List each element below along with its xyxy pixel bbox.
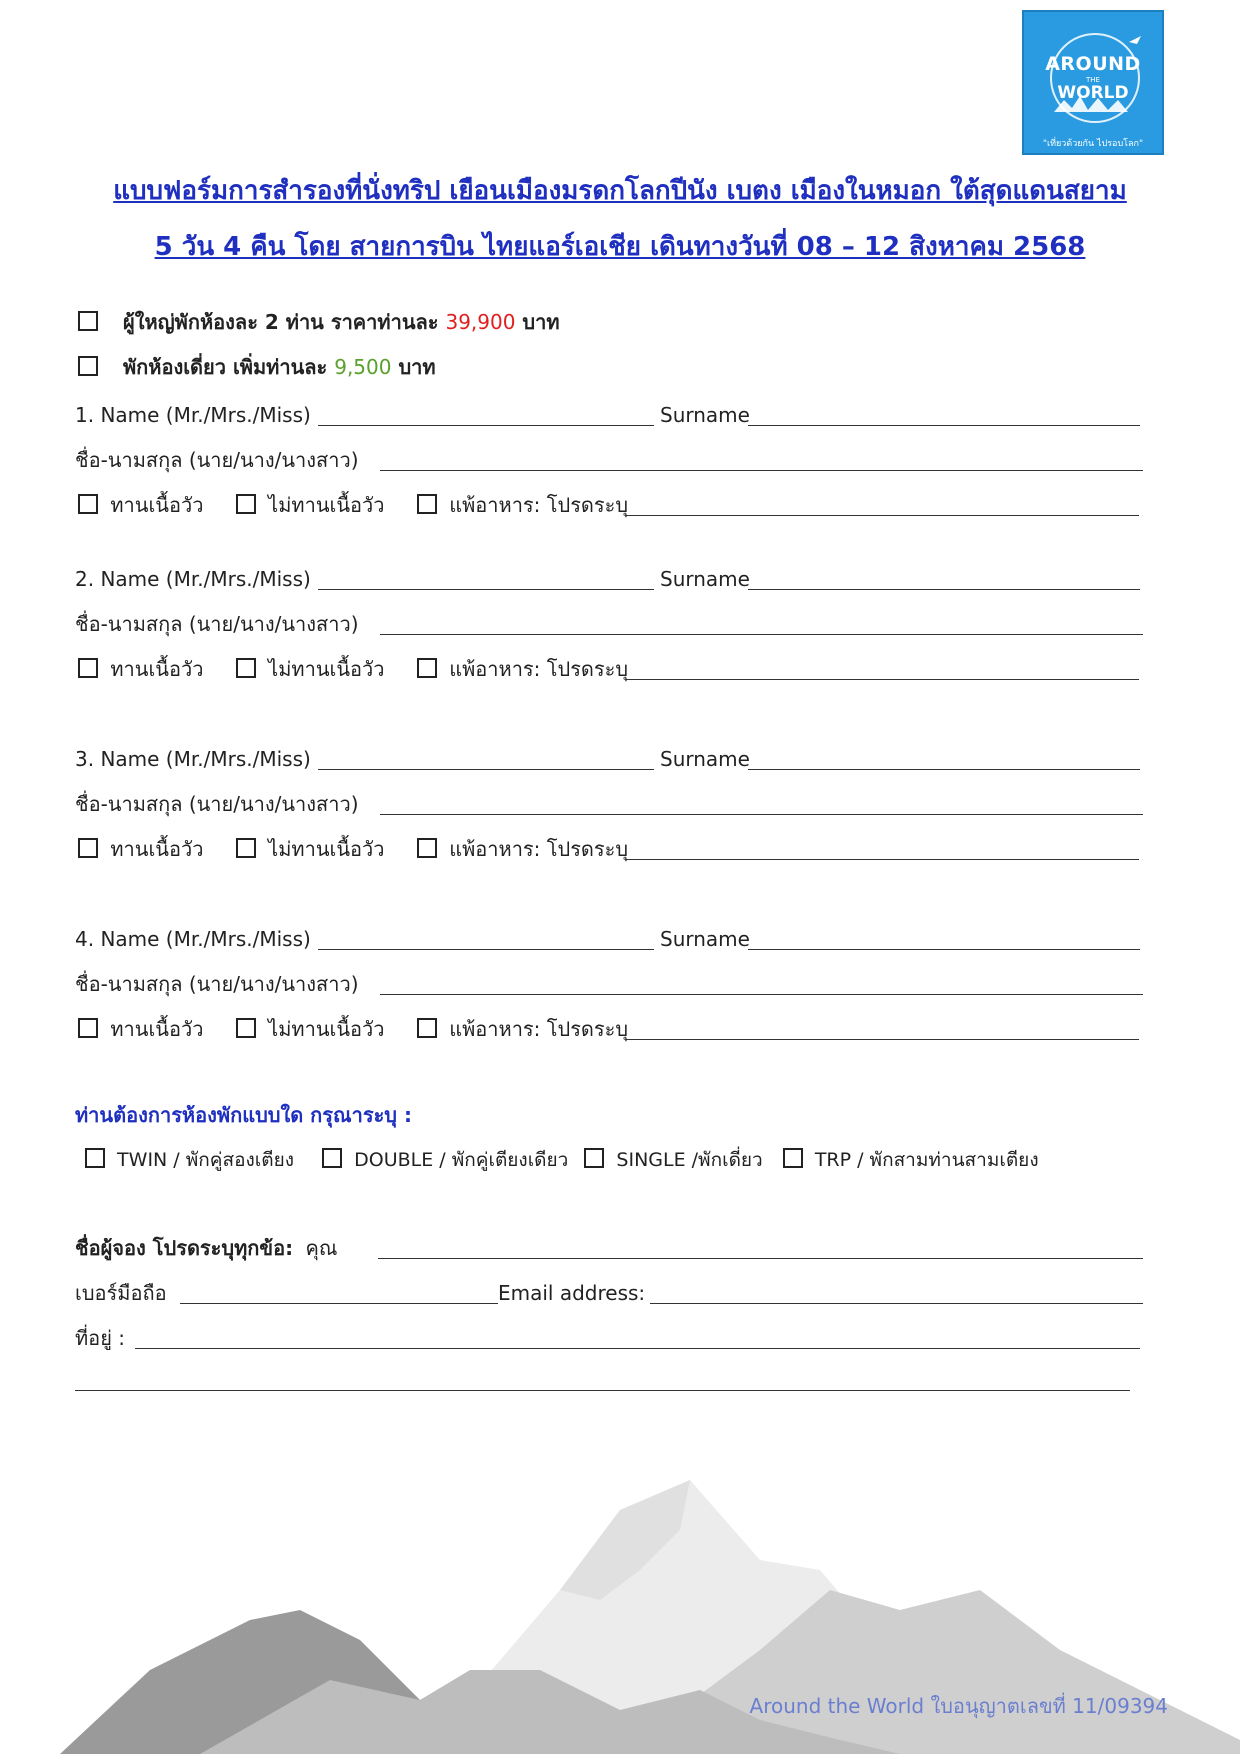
passenger-4-surname-field[interactable] (748, 949, 1140, 950)
adult-price-option (78, 310, 560, 334)
single-supplement-currency: บาท (398, 355, 436, 379)
passenger-4-allergy-label: แพ้อาหาร: โปรดระบุ (449, 1017, 629, 1041)
passenger-1-thai-name-field[interactable] (380, 470, 1143, 471)
passenger-1-allergy-label: แพ้อาหาร: โปรดระบุ (449, 493, 629, 517)
room-type-options (85, 1148, 1039, 1172)
passenger-2-surname-field[interactable] (748, 589, 1140, 590)
logo-text-around: AROUND (1045, 53, 1141, 75)
passenger-1-food-options (78, 493, 628, 517)
passenger-3-no-beef-checkbox[interactable] (236, 838, 256, 858)
passenger-4-allergy-checkbox[interactable] (417, 1018, 437, 1038)
passenger-3-thai-name-field[interactable] (380, 814, 1143, 815)
passenger-3-beef-checkbox[interactable] (78, 838, 98, 858)
passenger-2-allergy-label: แพ้อาหาร: โปรดระบุ (449, 657, 629, 681)
passenger-2-name-field[interactable] (318, 589, 654, 590)
address-label: ที่อยู่ : (75, 1326, 126, 1350)
logo-text-world: WORLD (1057, 83, 1129, 103)
room-twin-label: TWIN / พักคู่สองเตียง (117, 1149, 295, 1171)
logo-text-the: THE (1086, 76, 1100, 84)
passenger-4-name-field[interactable] (318, 949, 654, 950)
passenger-2-surname-label: Surname (660, 567, 750, 591)
passenger-1-surname-label: Surname (660, 403, 750, 427)
license-footer: Around the World ใบอนุญาตเลขที่ 11/09394 (749, 1694, 1168, 1718)
form-title-line1: แบบฟอร์มการสำรองที่นั่งทริป เยือนเมืองมรดกโลกปีนัง เบตง เมืองในหมอก ใต้สุดแดนสยาม (113, 176, 1127, 206)
mobile-field[interactable] (180, 1303, 498, 1304)
passenger-3-allergy-label: แพ้อาหาร: โปรดระบุ (449, 837, 629, 861)
passenger-1-allergy-field[interactable] (626, 515, 1139, 516)
passenger-4-no-beef-label: ไม่ทานเนื้อวัว (268, 1017, 385, 1041)
room-double-checkbox[interactable] (322, 1148, 342, 1168)
room-trp-label: TRP / พักสามท่านสามเตียง (814, 1149, 1039, 1171)
passenger-3-name-label: 3. Name (Mr./Mrs./Miss) (75, 747, 311, 771)
adult-price-label: ผู้ใหญ่พักห้องละ 2 ท่าน ราคาท่านละ (122, 310, 439, 334)
passenger-4-food-options (78, 1017, 628, 1041)
passenger-3-allergy-checkbox[interactable] (417, 838, 437, 858)
address-field[interactable] (135, 1348, 1140, 1349)
mobile-label: เบอร์มือถือ (75, 1281, 167, 1305)
passenger-3-thai-name-label: ชื่อ-นามสกุล (นาย/นาง/นางสาว) (75, 792, 359, 816)
passenger-1-name-field[interactable] (318, 425, 654, 426)
company-logo (1022, 10, 1164, 155)
passenger-3-surname-field[interactable] (748, 769, 1140, 770)
passenger-4-name-label: 4. Name (Mr./Mrs./Miss) (75, 927, 311, 951)
passenger-3-beef-label: ทานเนื้อวัว (110, 837, 204, 861)
passenger-4-surname-label: Surname (660, 927, 750, 951)
passenger-2-beef-label: ทานเนื้อวัว (110, 657, 204, 681)
room-twin-checkbox[interactable] (85, 1148, 105, 1168)
passenger-1-beef-label: ทานเนื้อวัว (110, 493, 204, 517)
passenger-1-no-beef-label: ไม่ทานเนื้อวัว (268, 493, 385, 517)
passenger-4-beef-checkbox[interactable] (78, 1018, 98, 1038)
passenger-3-surname-label: Surname (660, 747, 750, 771)
passenger-2-name-label: 2. Name (Mr./Mrs./Miss) (75, 567, 311, 591)
booker-name-field[interactable] (378, 1258, 1143, 1259)
passenger-4-thai-name-label: ชื่อ-นามสกุล (นาย/นาง/นางสาว) (75, 972, 359, 996)
passenger-1-name-label: 1. Name (Mr./Mrs./Miss) (75, 403, 311, 427)
passenger-2-no-beef-label: ไม่ทานเนื้อวัว (268, 657, 385, 681)
passenger-3-allergy-field[interactable] (626, 859, 1139, 860)
adult-price-currency: บาท (522, 310, 560, 334)
adult-price-checkbox[interactable] (78, 311, 98, 331)
email-label: Email address: (498, 1281, 646, 1305)
booker-name-row (75, 1236, 337, 1260)
room-double-label: DOUBLE / พักคู่เตียงเดียว (354, 1149, 569, 1171)
passenger-2-beef-checkbox[interactable] (78, 658, 98, 678)
booker-khun-label: คุณ (305, 1236, 338, 1260)
passenger-2-no-beef-checkbox[interactable] (236, 658, 256, 678)
logo-tagline: "เที่ยวด้วยกัน ไปรอบโลก" (1042, 139, 1144, 149)
single-supplement-value: 9,500 (334, 355, 392, 379)
passenger-4-no-beef-checkbox[interactable] (236, 1018, 256, 1038)
passenger-2-allergy-checkbox[interactable] (417, 658, 437, 678)
passenger-1-beef-checkbox[interactable] (78, 494, 98, 514)
form-title-line2: 5 วัน 4 คืน โดย สายการบิน ไทยแอร์เอเชีย เดินทางวันที่ 08 – 12 สิงหาคม 2568 (154, 232, 1086, 262)
email-field[interactable] (650, 1303, 1143, 1304)
passenger-2-thai-name-field[interactable] (380, 634, 1143, 635)
passenger-2-allergy-field[interactable] (626, 679, 1139, 680)
single-supplement-option (78, 355, 436, 379)
passenger-3-name-field[interactable] (318, 769, 654, 770)
passenger-4-thai-name-field[interactable] (380, 994, 1143, 995)
room-type-question: ท่านต้องการห้องพักแบบใด กรุณาระบุ : (75, 1103, 412, 1127)
room-single-label: SINGLE /พักเดี่ยว (616, 1149, 763, 1171)
room-trp-checkbox[interactable] (783, 1148, 803, 1168)
passenger-4-allergy-field[interactable] (626, 1039, 1139, 1040)
adult-price-value: 39,900 (445, 310, 516, 334)
passenger-1-surname-field[interactable] (748, 425, 1140, 426)
passenger-1-no-beef-checkbox[interactable] (236, 494, 256, 514)
single-supplement-checkbox[interactable] (78, 356, 98, 376)
address-field-line2[interactable] (75, 1390, 1130, 1391)
passenger-2-thai-name-label: ชื่อ-นามสกุล (นาย/นาง/นางสาว) (75, 612, 359, 636)
passenger-3-food-options (78, 837, 628, 861)
passenger-4-beef-label: ทานเนื้อวัว (110, 1017, 204, 1041)
booker-label: ชื่อผู้จอง โปรดระบุทุกข้อ: (75, 1236, 294, 1260)
single-supplement-label: พักห้องเดี่ยว เพิ่มท่านละ (122, 355, 328, 379)
passenger-2-food-options (78, 657, 628, 681)
passenger-1-thai-name-label: ชื่อ-นามสกุล (นาย/นาง/นางสาว) (75, 448, 359, 472)
passenger-3-no-beef-label: ไม่ทานเนื้อวัว (268, 837, 385, 861)
room-single-checkbox[interactable] (584, 1148, 604, 1168)
passenger-1-allergy-checkbox[interactable] (417, 494, 437, 514)
